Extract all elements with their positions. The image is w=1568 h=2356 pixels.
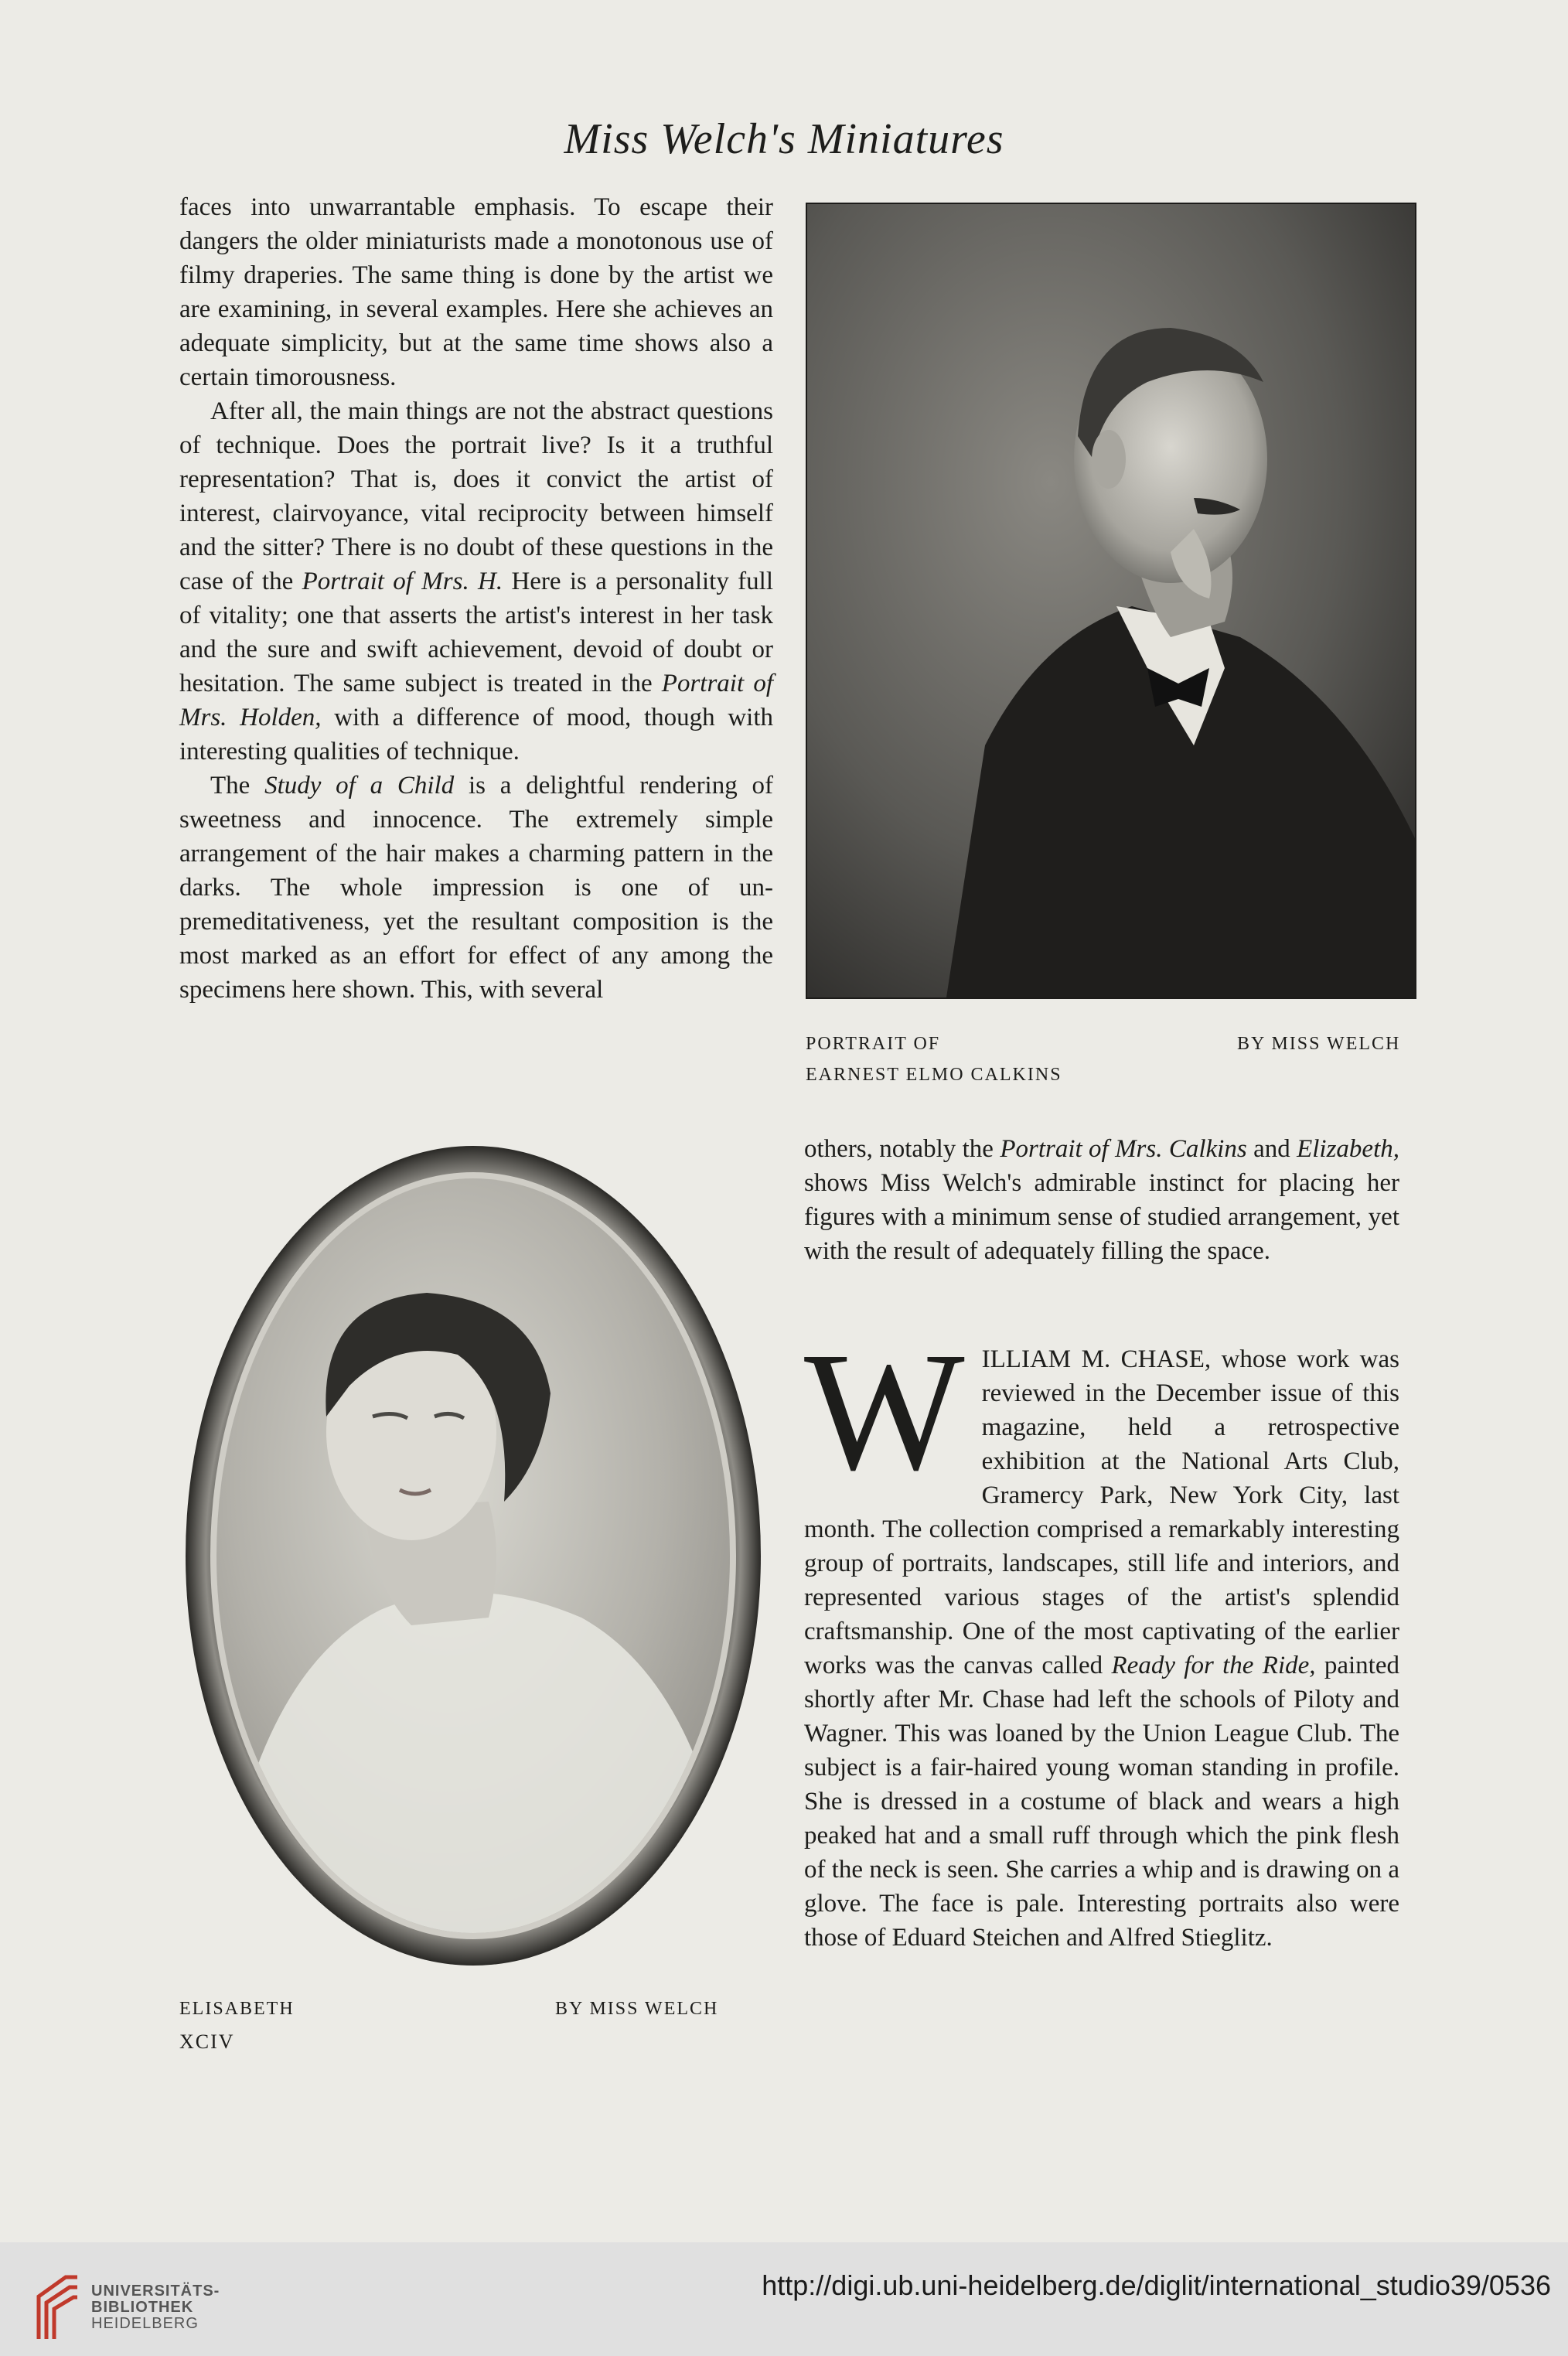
portrait-calkins-illustration bbox=[807, 204, 1415, 997]
paragraph: The Study of a Child is a delightful rendering of sweetness and innocence. The extremely simple arrangement of the hair makes a charming pattern in the darks. The whole impression is one of unpremeditativeness, yet the resultant composition is the most marked as an effort for effect of any among the specimens here shown. This, with several bbox=[179, 772, 773, 1004]
right-column-text-b bbox=[804, 1317, 1399, 1955]
caption-elisabeth-title: ELISABETH bbox=[179, 1999, 295, 2019]
paragraph: WILLIAM M. CHASE, whose work was reviewed in the December issue of this magazine, held a retrospective exhibition at the National Arts Club, Gramercy Park, New York City, last month. The collection comprised a remarkably interesting group of portraits, landscapes, still life and interiors, and represented various stages of the artist's splendid craftsmanship. One of the most captivating of the earlier works was the canvas called Ready for the Ride, painted shortly after Mr. Chase had left the schools of Piloty and Wagner. This was loaned by the Union League Club. The subject is a fair-haired young woman standing in profile. She is dressed in a costume of black and wears a high peaked hat and a small ruff through which the pink flesh of the neck is seen. She carries a whip and is drawing on a glove. The face is pale. Interesting portraits also were those of Eduard Steichen and Alfred Stieglitz. bbox=[804, 1317, 1399, 1952]
library-logo-icon bbox=[31, 2273, 85, 2347]
portrait-elisabeth-illustration bbox=[179, 1138, 767, 1973]
portrait-calkins-photo bbox=[806, 203, 1416, 999]
right-column-text-a bbox=[804, 1132, 1399, 1268]
running-head: Miss Welch's Miniatures bbox=[564, 115, 1004, 163]
source-url-link[interactable]: http://digi.ub.uni-heidelberg.de/diglit/international_studio39/0536 bbox=[762, 2269, 1551, 2301]
library-name: UNIVERSITÄTS- BIBLIOTHEK HEIDELBERG bbox=[91, 2283, 220, 2332]
paragraph: faces into unwarrantable emphasis. To escape their dangers the older miniaturists made a monotonous use of filmy draperies. The same thing is done by the artist we are examining, in several examples. Here she achieves an adequate simplicity, but at the same time shows also a certain timorousness. bbox=[179, 193, 773, 391]
paragraph: others, notably the Portrait of Mrs. Calkins and Elizabeth, shows Miss Welch's admirable instinct for placing her figures with a minimum sense of studied arrangement, yet with the result of adequately filling the space. bbox=[804, 1135, 1399, 1265]
caption-calkins-title-2: EARNEST ELMO CALKINS bbox=[806, 1065, 1062, 1085]
caption-elisabeth-artist: BY MISS WELCH bbox=[555, 1999, 719, 2019]
caption-calkins-title-1: PORTRAIT OF bbox=[806, 1034, 941, 1054]
page-number: XCIV bbox=[179, 2030, 235, 2053]
portrait-elisabeth-photo bbox=[179, 1138, 767, 1973]
caption-calkins-artist: BY MISS WELCH bbox=[1237, 1034, 1401, 1054]
drop-cap: W bbox=[804, 1317, 965, 1505]
left-column-text bbox=[179, 190, 773, 1007]
paragraph: After all, the main things are not the abstract questions of technique. Does the portrait live? Is it a truthful representation? That is, does it convict the artist of interest, clairvoyance, vital reciprocity between himself and the sitter? There is no doubt of these questions in the case of the Portrait of Mrs. H. Here is a personality full of vitality; one that asserts the artist's interest in her task and the sure and swift achievement, devoid of doubt or hesitation. The same subject is treated in the Portrait of Mrs. Holden, with a difference of mood, though with interesting qualities of technique. bbox=[179, 397, 773, 765]
